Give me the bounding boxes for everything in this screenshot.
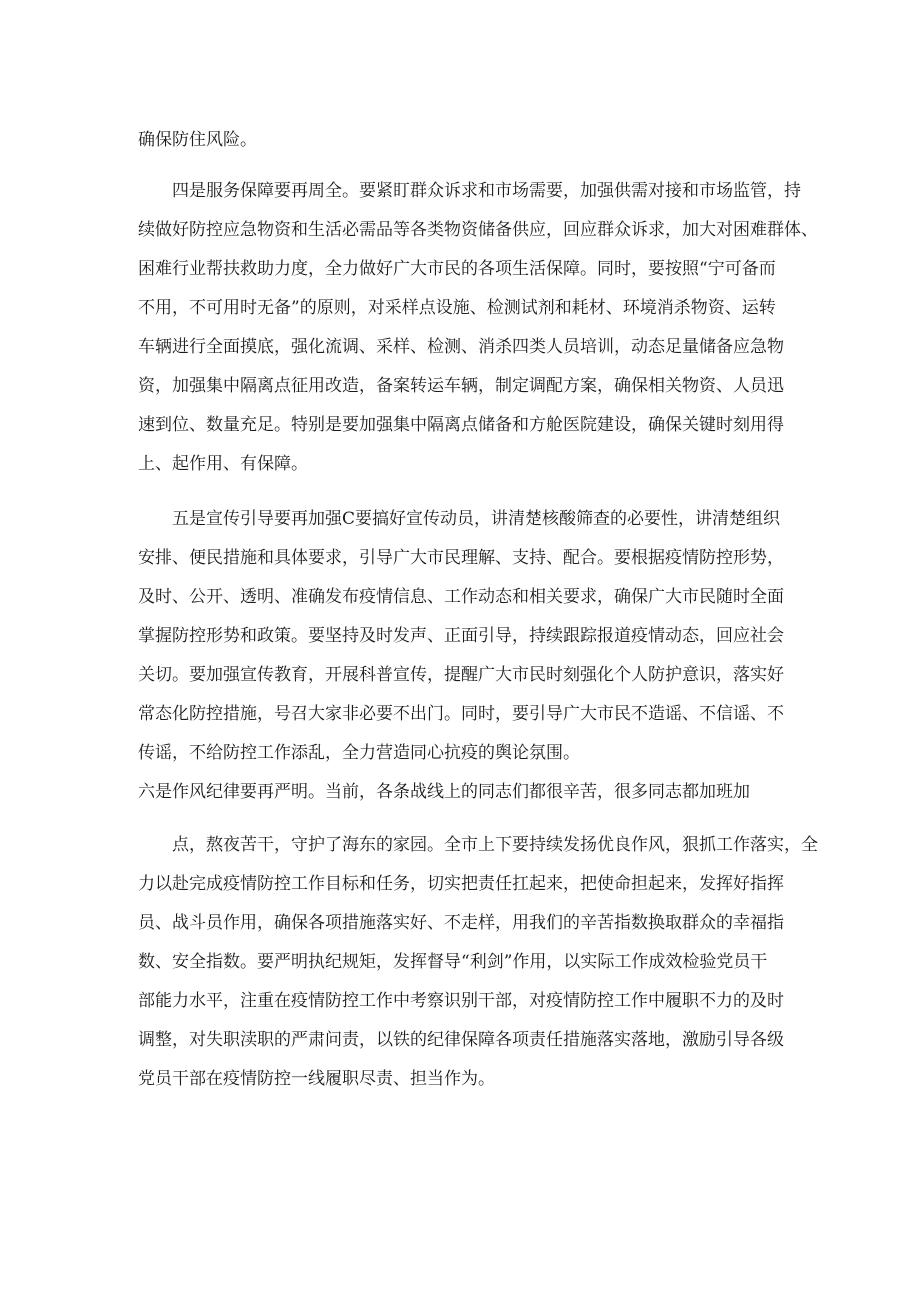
text-line: 安排、便民措施和具体要求，引导广大市民理解、支持、配合。要根据疫情防控形势，	[138, 548, 784, 568]
text-line: 确保防住风险。	[138, 130, 257, 150]
text-line: 车辆进行全面摸底，强化流调、采样、检测、消杀四类人员培训，动态足量储备应急物	[138, 337, 784, 357]
text-line: 掌握防控形势和政策。要坚持及时发声、正面引导，持续跟踪报道疫情动态，回应社会	[138, 626, 784, 646]
text-line: 数、安全指数。要严明执纪规矩，发挥督导“利剑”作用，以实际工作成效检验党员干	[138, 952, 768, 972]
text-line: 四是服务保障要再周全。要紧盯群众诉求和市场需要，加强供需对接和市场监管，持	[172, 181, 801, 201]
text-line: 五是宣传引导要再加强C要搞好宣传动员，讲清楚核酸筛查的必要性，讲清楚组织	[172, 509, 781, 529]
text-line: 上、起作用、有保障。	[138, 454, 308, 474]
text-line: 党员干部在疫情防控一线履职尽责、担当作为。	[138, 1069, 495, 1089]
text-line: 力以赴完成疫情防控工作目标和任务，切实把责任扛起来，把使命担起来，发挥好指挥	[138, 874, 784, 894]
text-line: 困难行业帮扶救助力度，全力做好广大市民的各项生活保障。同时，要按照“宁可备而	[138, 259, 776, 279]
text-line: 传谣，不给防控工作添乱，全力营造同心抗疫的舆论氛围。	[138, 743, 580, 763]
text-line: 点，熬夜苦干，守护了海东的家园。全市上下要持续发扬优良作风，狠抓工作落实，全	[172, 835, 818, 855]
text-line: 六是作风纪律要再严明。当前，各条战线上的同志们都很辛苦，很多同志都加班加	[138, 782, 750, 802]
text-line: 速到位、数量充足。特别是要加强集中隔离点储备和方舱医院建设，确保关键时刻用得	[138, 415, 784, 435]
text-line: 及时、公开、透明、准确发布疫情信息、工作动态和相关要求，确保广大市民随时全面	[138, 587, 784, 607]
text-line: 续做好防控应急物资和生活必需品等各类物资储备供应，回应群众诉求，加大对困难群体、	[138, 220, 818, 240]
text-line: 调整，对失职渎职的严肃问责，以铁的纪律保障各项责任措施落实落地，激励引导各级	[138, 1030, 784, 1050]
text-line: 关切。要加强宣传教育，开展科普宣传，提醒广大市民时刻强化个人防护意识，落实好	[138, 665, 784, 685]
text-line: 部能力水平，注重在疫情防控工作中考察识别干部，对疫情防控工作中履职不力的及时	[138, 991, 784, 1011]
text-line: 常态化防控措施，号召大家非必要不出门。同时，要引导广大市民不造谣、不信谣、不	[138, 704, 784, 724]
text-line: 资，加强集中隔离点征用改造，备案转运车辆，制定调配方案，确保相关物资、人员迅	[138, 376, 784, 396]
text-line: 员、战斗员作用，确保各项措施落实好、不走样，用我们的辛苦指数换取群众的幸福指	[138, 913, 784, 933]
text-line: 不用，不可用时无备”的原则，对采样点设施、检测试剂和耗材、环境消杀物资、运转	[138, 298, 776, 318]
